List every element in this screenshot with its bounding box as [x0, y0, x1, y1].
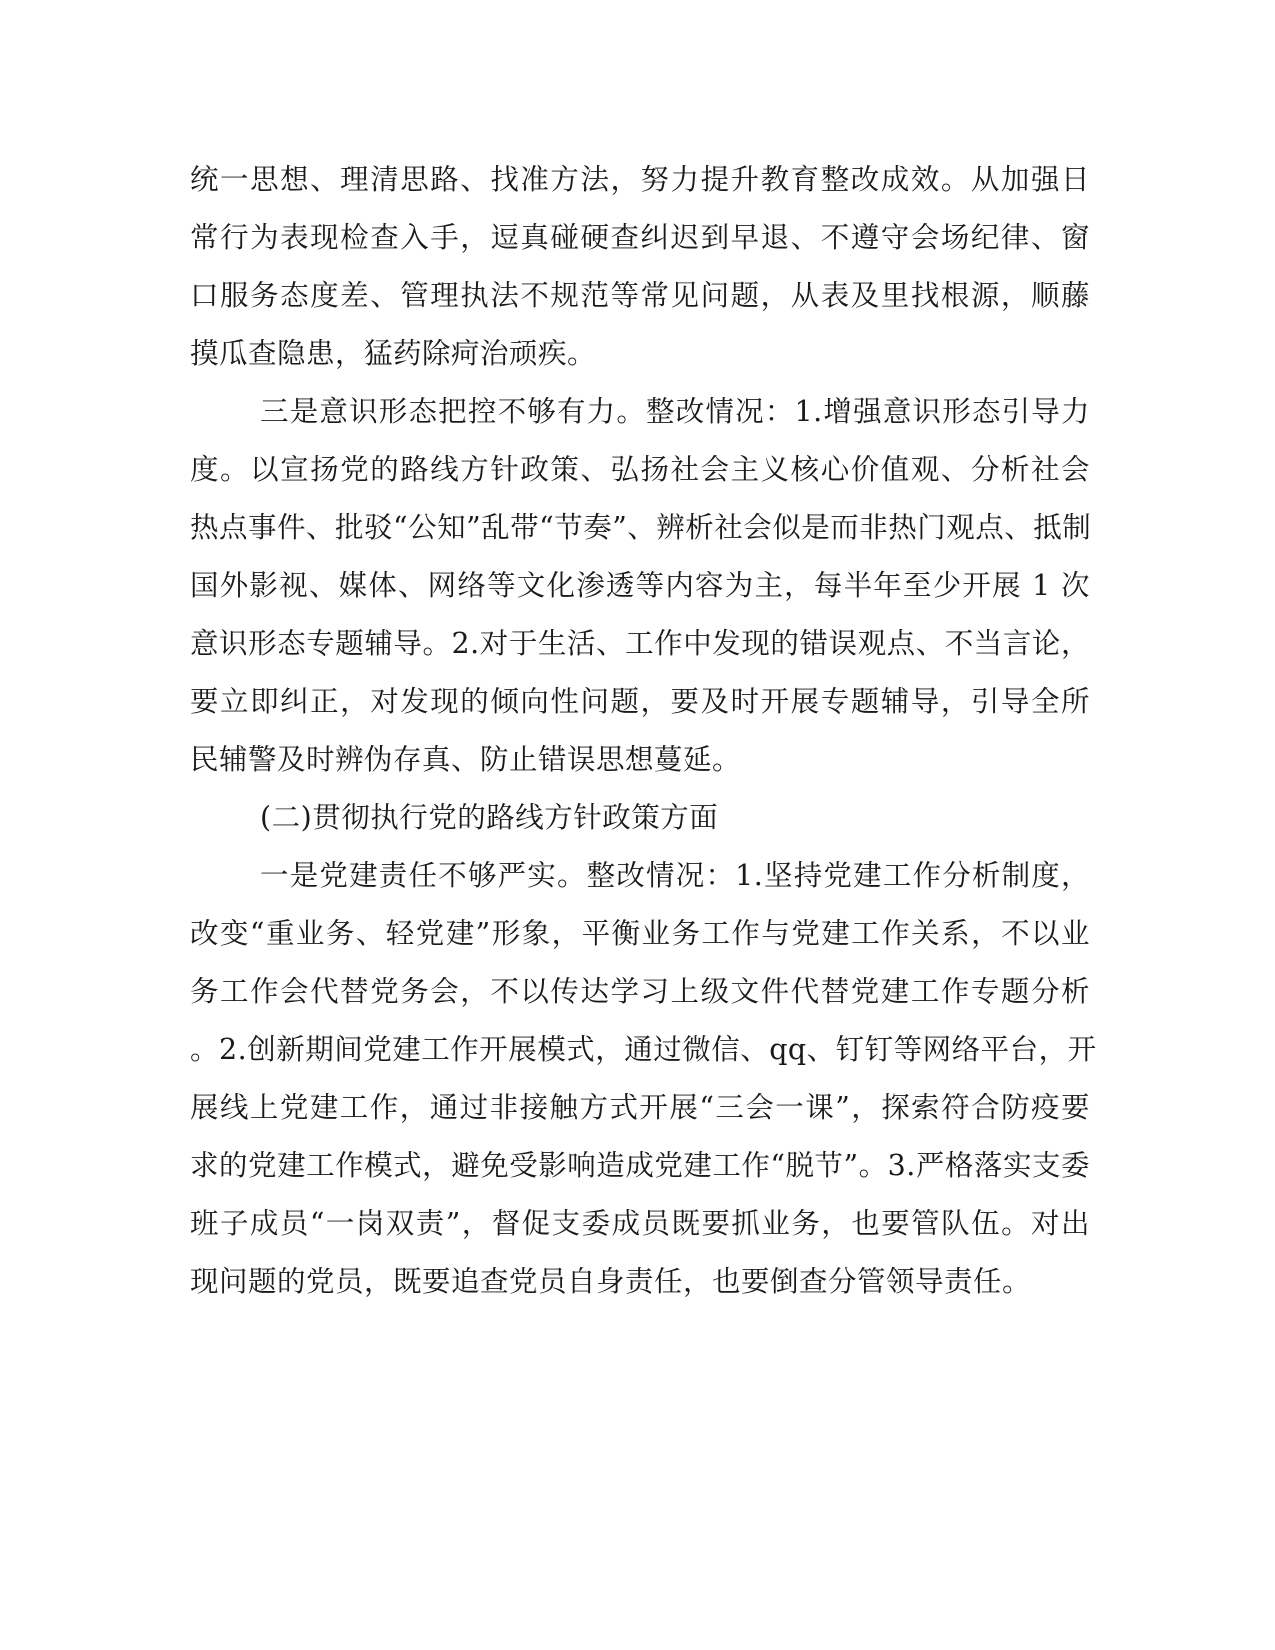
text-line: 统一思想、理清思路、找准方法，努力提升教育整改成效。从加强日: [190, 163, 1090, 196]
text-line: 现问题的党员，既要追查党员自身责任，也要倒查分管领导责任。: [190, 1265, 1032, 1298]
text-line: 。2.创新期间党建工作开展模式，通过微信、qq、钉钉等网络平台，开: [190, 1033, 1097, 1066]
text-line: 三是意识形态把控不够有力。整改情况：1.增强意识形态引导力: [260, 395, 1090, 428]
text-line: 展线上党建工作，通过非接触方式开展“三会一课”，探索符合防疫要: [190, 1091, 1090, 1124]
text-line: 口服务态度差、管理执法不规范等常见问题，从表及里找根源，顺藤: [190, 279, 1090, 312]
text-line: 务工作会代替党务会，不以传达学习上级文件代替党建工作专题分析: [190, 975, 1090, 1008]
section-heading: (二)贯彻执行党的路线方针政策方面: [260, 801, 719, 834]
text-line: 度。以宣扬党的路线方针政策、弘扬社会主义核心价值观、分析社会: [190, 453, 1090, 486]
text-line: 摸瓜查隐患，猛药除疴治顽疾。: [190, 337, 597, 370]
text-line: 热点事件、批驳“公知”乱带“节奏”、辨析社会似是而非热门观点、抵制: [190, 511, 1092, 544]
text-line: 班子成员“一岗双责”，督促支委成员既要抓业务，也要管队伍。对出: [190, 1207, 1090, 1240]
text-line: 要立即纠正，对发现的倾向性问题，要及时开展专题辅导，引导全所: [190, 685, 1090, 718]
text-line: 改变“重业务、轻党建”形象，平衡业务工作与党建工作关系，不以业: [190, 917, 1090, 950]
text-line: 求的党建工作模式，避免受影响造成党建工作“脱节”。3.严格落实支委: [190, 1149, 1090, 1182]
text-line: 一是党建责任不够严实。整改情况：1.坚持党建工作分析制度，: [260, 859, 1090, 892]
text-line: 民辅警及时辨伪存真、防止错误思想蔓延。: [190, 743, 742, 776]
text-line: 常行为表现检查入手，逗真碰硬查纠迟到早退、不遵守会场纪律、窗: [190, 221, 1090, 254]
text-line: 意识形态专题辅导。2.对于生活、工作中发现的错误观点、不当言论，: [190, 627, 1090, 660]
text-line: 国外影视、媒体、网络等文化渗透等内容为主，每半年至少开展 1 次: [190, 569, 1090, 602]
